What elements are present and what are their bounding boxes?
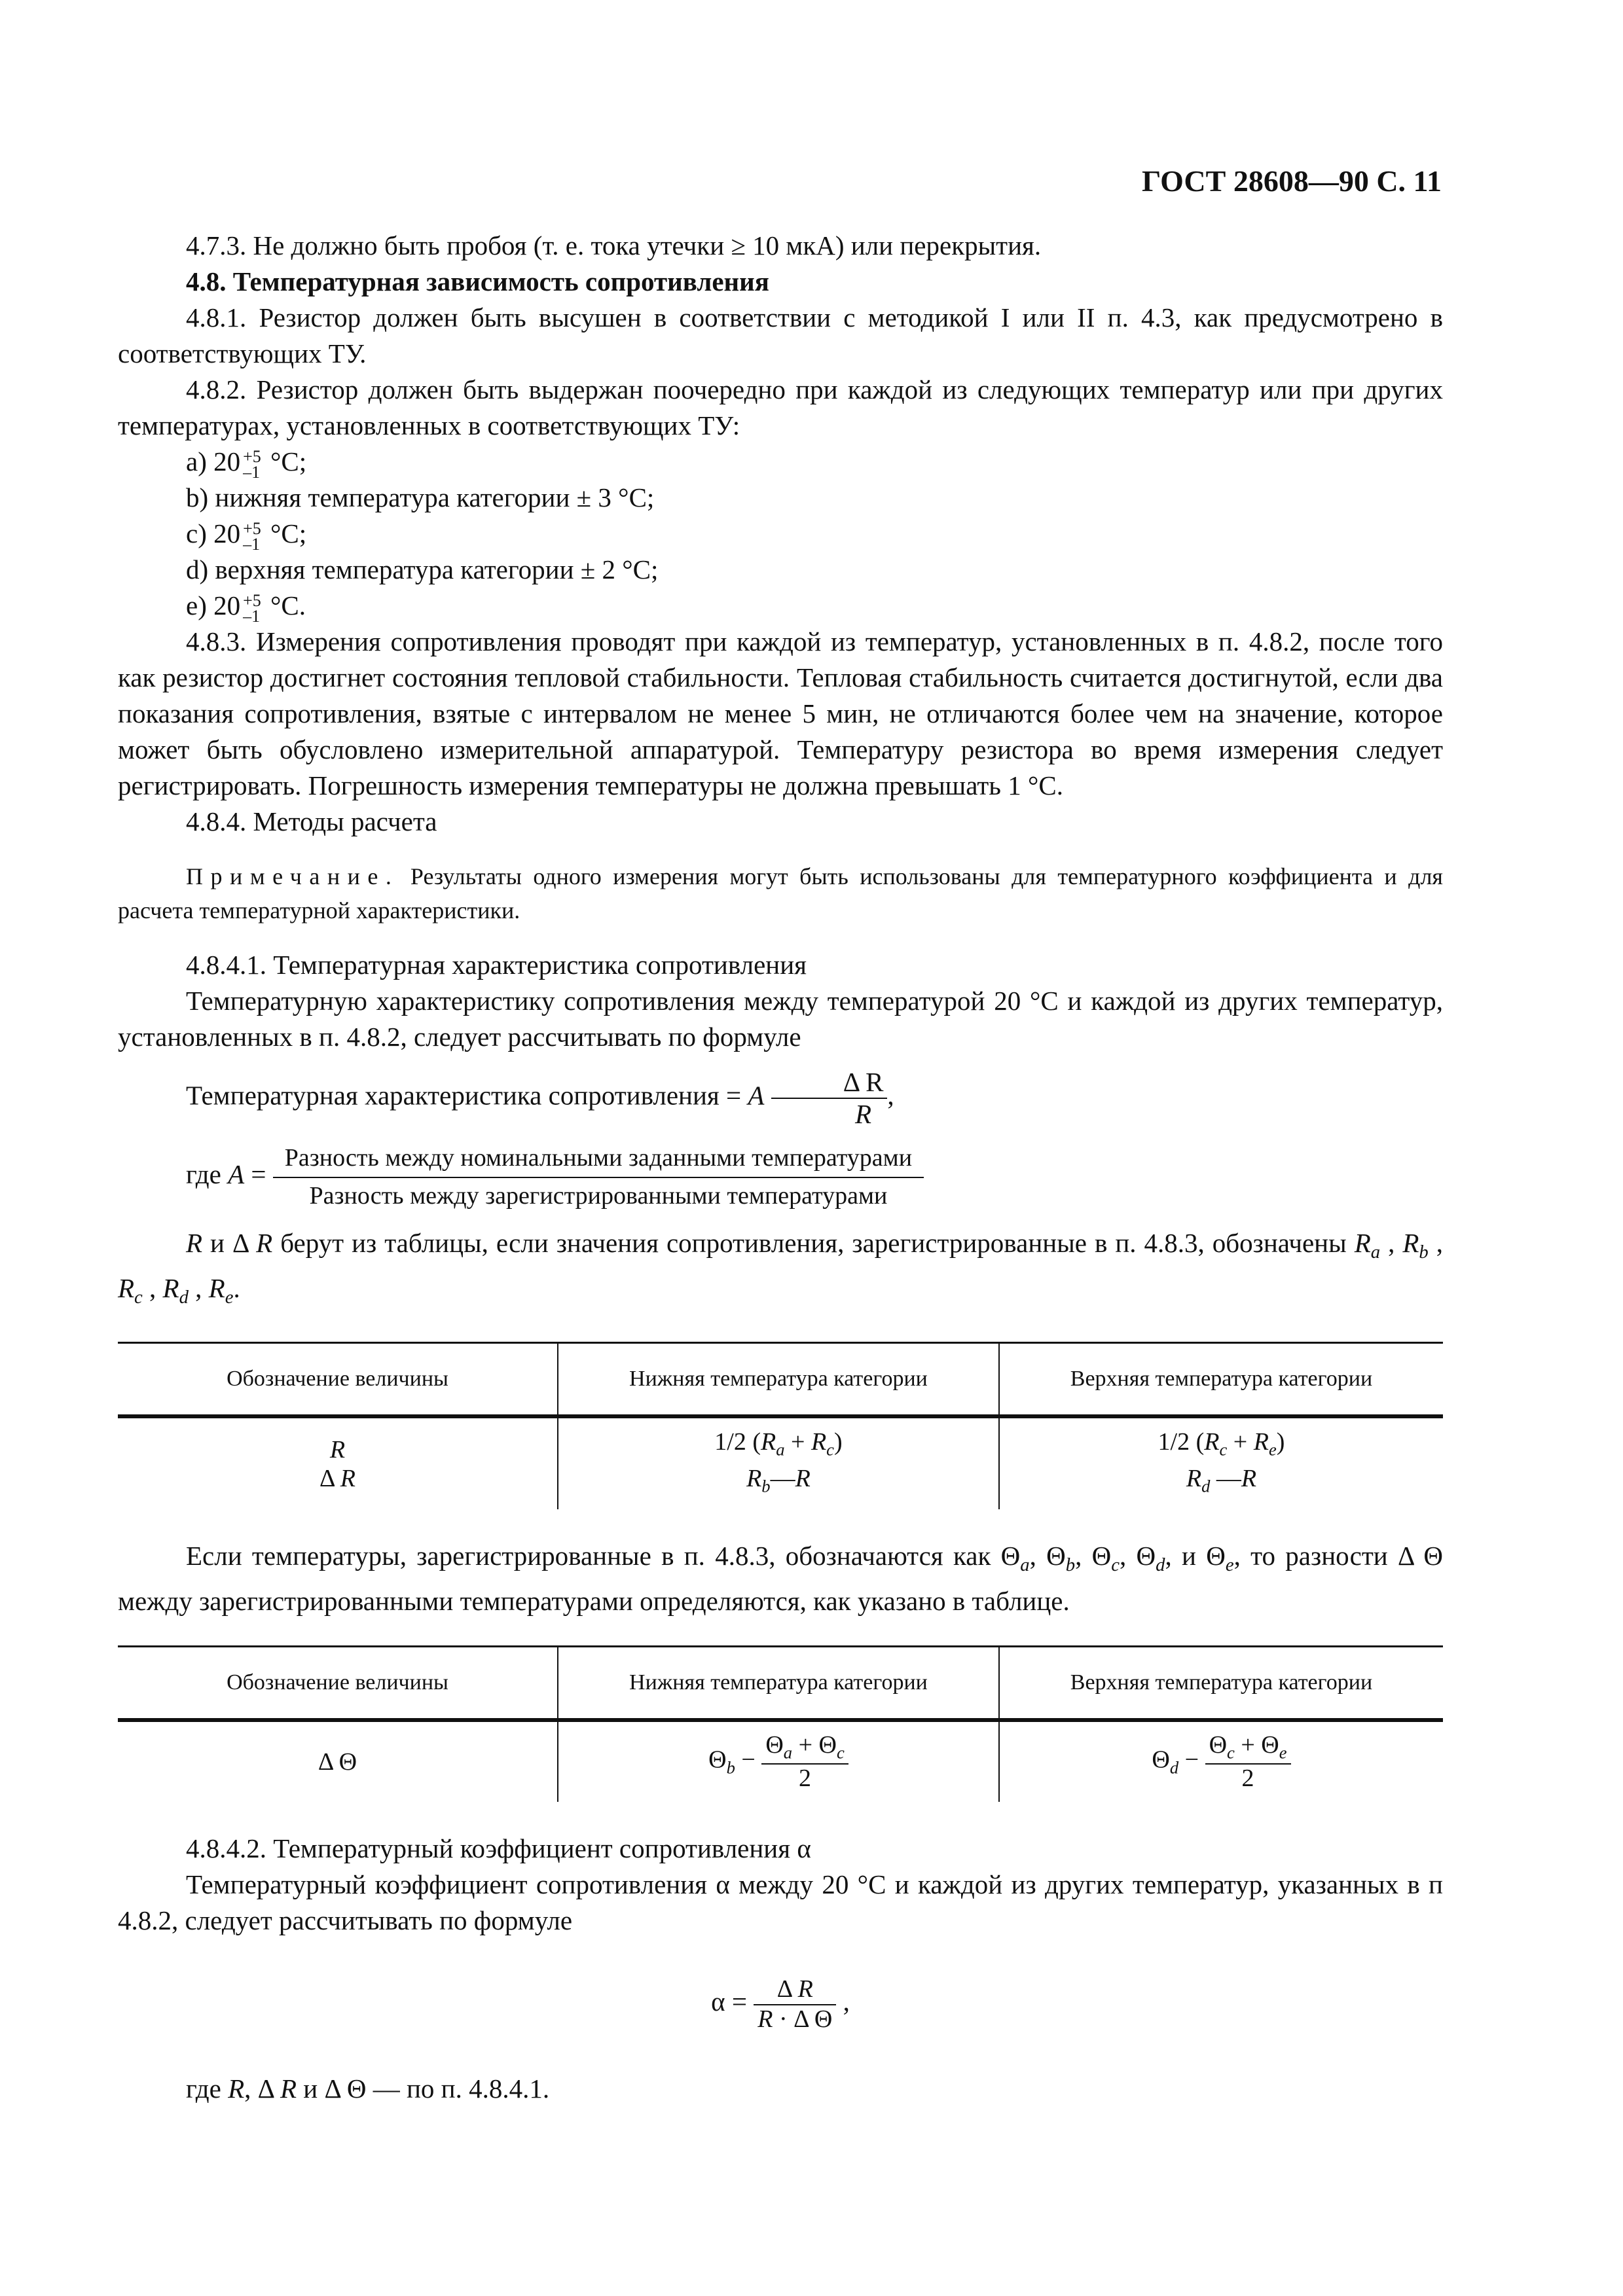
para-4-8-1: 4.8.1. Резистор должен быть высушен в соответствии с методикой I или II п. 4.3, как предусмотрено в соответствующих ТУ. [118, 302, 1443, 368]
tolerance: +5 –1 [243, 447, 261, 482]
table-cell: 1/2 $(R_a + R_c)$ $R_b—R$ [558, 1416, 999, 1509]
para-4-8-2: 4.8.2. Резистор должен быть выдержан поочередно при каждой из следующих температур или при других температурах, установленных в соответствующих ТУ: [118, 374, 1443, 440]
list-item-e: e) 20 +5 –1 °C. [186, 590, 306, 626]
fraction: $\frac{\Theta_a + \Theta_c}{2}$ [761, 1731, 848, 1793]
note [118, 859, 1443, 927]
para-4-8-4-1-body: Температурную характеристику сопротивления между температурой 20 °C и каждой из других температур, установленных в п. 4.8.2, следует рассчитывать по формуле [118, 986, 1443, 1052]
table-header: Обозначение величины [118, 1343, 558, 1417]
fraction: $\frac{\text{Δ R}}{R}$ [771, 1067, 888, 1130]
para-4-8-4-2-body: Температурный коэффициент сопротивления α между 20 °C и каждой из других температур, указанных в п 4.8.2, следует рассчитывать по формуле [118, 1869, 1443, 1936]
formula-alpha: α = $\frac{\text{Δ R}}{\text{R · Δ Θ}}$ , [711, 1975, 850, 2033]
note-label: Примечание. [186, 863, 399, 889]
list-item-d: d) верхняя температура категории ± 2 °C; [186, 554, 659, 584]
table-cell: $\Theta_d$ − $\frac{\Theta_c + \Theta_e}{2}$ [999, 1720, 1443, 1802]
fraction: $\frac{\text{Δ R}}{\text{R · Δ Θ}}$ [754, 1975, 836, 2034]
list-item-a: a) 20 +5 –1 °C; [186, 446, 307, 482]
table-header: Нижняя температура категории [558, 1647, 999, 1721]
para-4-8-4-1: 4.8.4.1. Температурная характеристика сопротивления [186, 950, 807, 980]
page-header: ГОСТ 28608—90 С. 11 [1141, 164, 1442, 198]
para-4-8-3: 4.8.3. Измерения сопротивления проводят при каждой из температур, установленных в п. 4.8.2, после того как резистор достигнет состояния тепловой стабильности. Тепловая стабильность считается достигнутой, если два показания сопротивления, взятые с интервалом не менее 5 мин, не отличаются более чем на значение, которое может быть обусловлено измерительной аппаратурой. Температуру резистора во время измерения следует регистрировать. Погрешность измерения температуры не должна превышать 1 °C. [118, 626, 1443, 800]
list-item-b: b) нижняя температура категории ± 3 °C; [186, 482, 655, 512]
para-4-8-4-2: 4.8.4.2. Температурный коэффициент сопротивления α [186, 1833, 811, 1864]
table-header: Нижняя температура категории [558, 1343, 999, 1417]
tolerance: +5 –1 [243, 591, 261, 626]
section-heading-4-8: 4.8. Температурная зависимость сопротивления [186, 266, 769, 296]
para-theta-intro: Если температуры, зарегистрированные в п. 4.8.3, обозначаются как $\Theta_a$, $\Theta_b$, $\Theta_c$, $\Theta_d$, и $\Theta_e$, то разности Δ Θ между зарегистрированными температурами определяются, как указано в таблице. [118, 1541, 1444, 1617]
resistance-table [118, 1342, 1443, 1509]
list-item-c: c) 20 +5 –1 °C; [186, 518, 307, 554]
table-cell: 1/2 $(R_c + R_e)$ $R_d$ —R [999, 1416, 1443, 1509]
formula-temp-characteristic: Температурная характеристика сопротивления = A $\frac{\text{Δ R}}{R}$ , [186, 1067, 894, 1130]
temperature-difference-table [118, 1645, 1443, 1802]
table-row [118, 1720, 1443, 1802]
para-r-dr-intro: R и Δ R берут из таблицы, если значения сопротивления, зарегистрированные в п. 4.8.3, обозначены $R_a$ , $R_b$ , $R_c$ , $R_d$ , $R_e$. [118, 1227, 1444, 1308]
para-final: где R, Δ R и Δ Θ — по п. 4.8.4.1. [186, 2073, 550, 2104]
fraction: $\frac{\Theta_c + \Theta_e}{2}$ [1205, 1731, 1291, 1793]
fraction: $\frac{\text{Разность между номинальными заданными температурами}}{\text{Разность между зарегистрированными температурами}}$ [273, 1144, 924, 1210]
note-text: Результаты одного измерения могут быть использованы для температурного коэффициента и для расчета температурной характеристики. [118, 863, 1443, 924]
para-4-8-4: 4.8.4. Методы расчета [186, 806, 437, 836]
para-4-7-3: 4.7.3. Не должно быть пробоя (т. е. тока утечки ≥ 10 мкА) или перекрытия. [186, 230, 1042, 260]
table-header: Верхняя температура категории [999, 1647, 1443, 1721]
table-cell: Δ Θ [318, 1748, 357, 1776]
table-cell: $\Theta_b$ − $\frac{\Theta_a + \Theta_c}{2}$ [558, 1720, 999, 1802]
main-content [118, 228, 1443, 2107]
table-header: Верхняя температура категории [999, 1343, 1443, 1417]
tolerance: +5 –1 [243, 519, 261, 554]
table-row [118, 1416, 1443, 1509]
table-header: Обозначение величины [118, 1647, 558, 1721]
table-cell: R Δ R [319, 1435, 356, 1492]
formula-A-definition: где A = $\frac{\text{Разность между номинальными заданными температурами}}{\text{Разность между зарегистрированными температурами}}$ [118, 1144, 1443, 1210]
